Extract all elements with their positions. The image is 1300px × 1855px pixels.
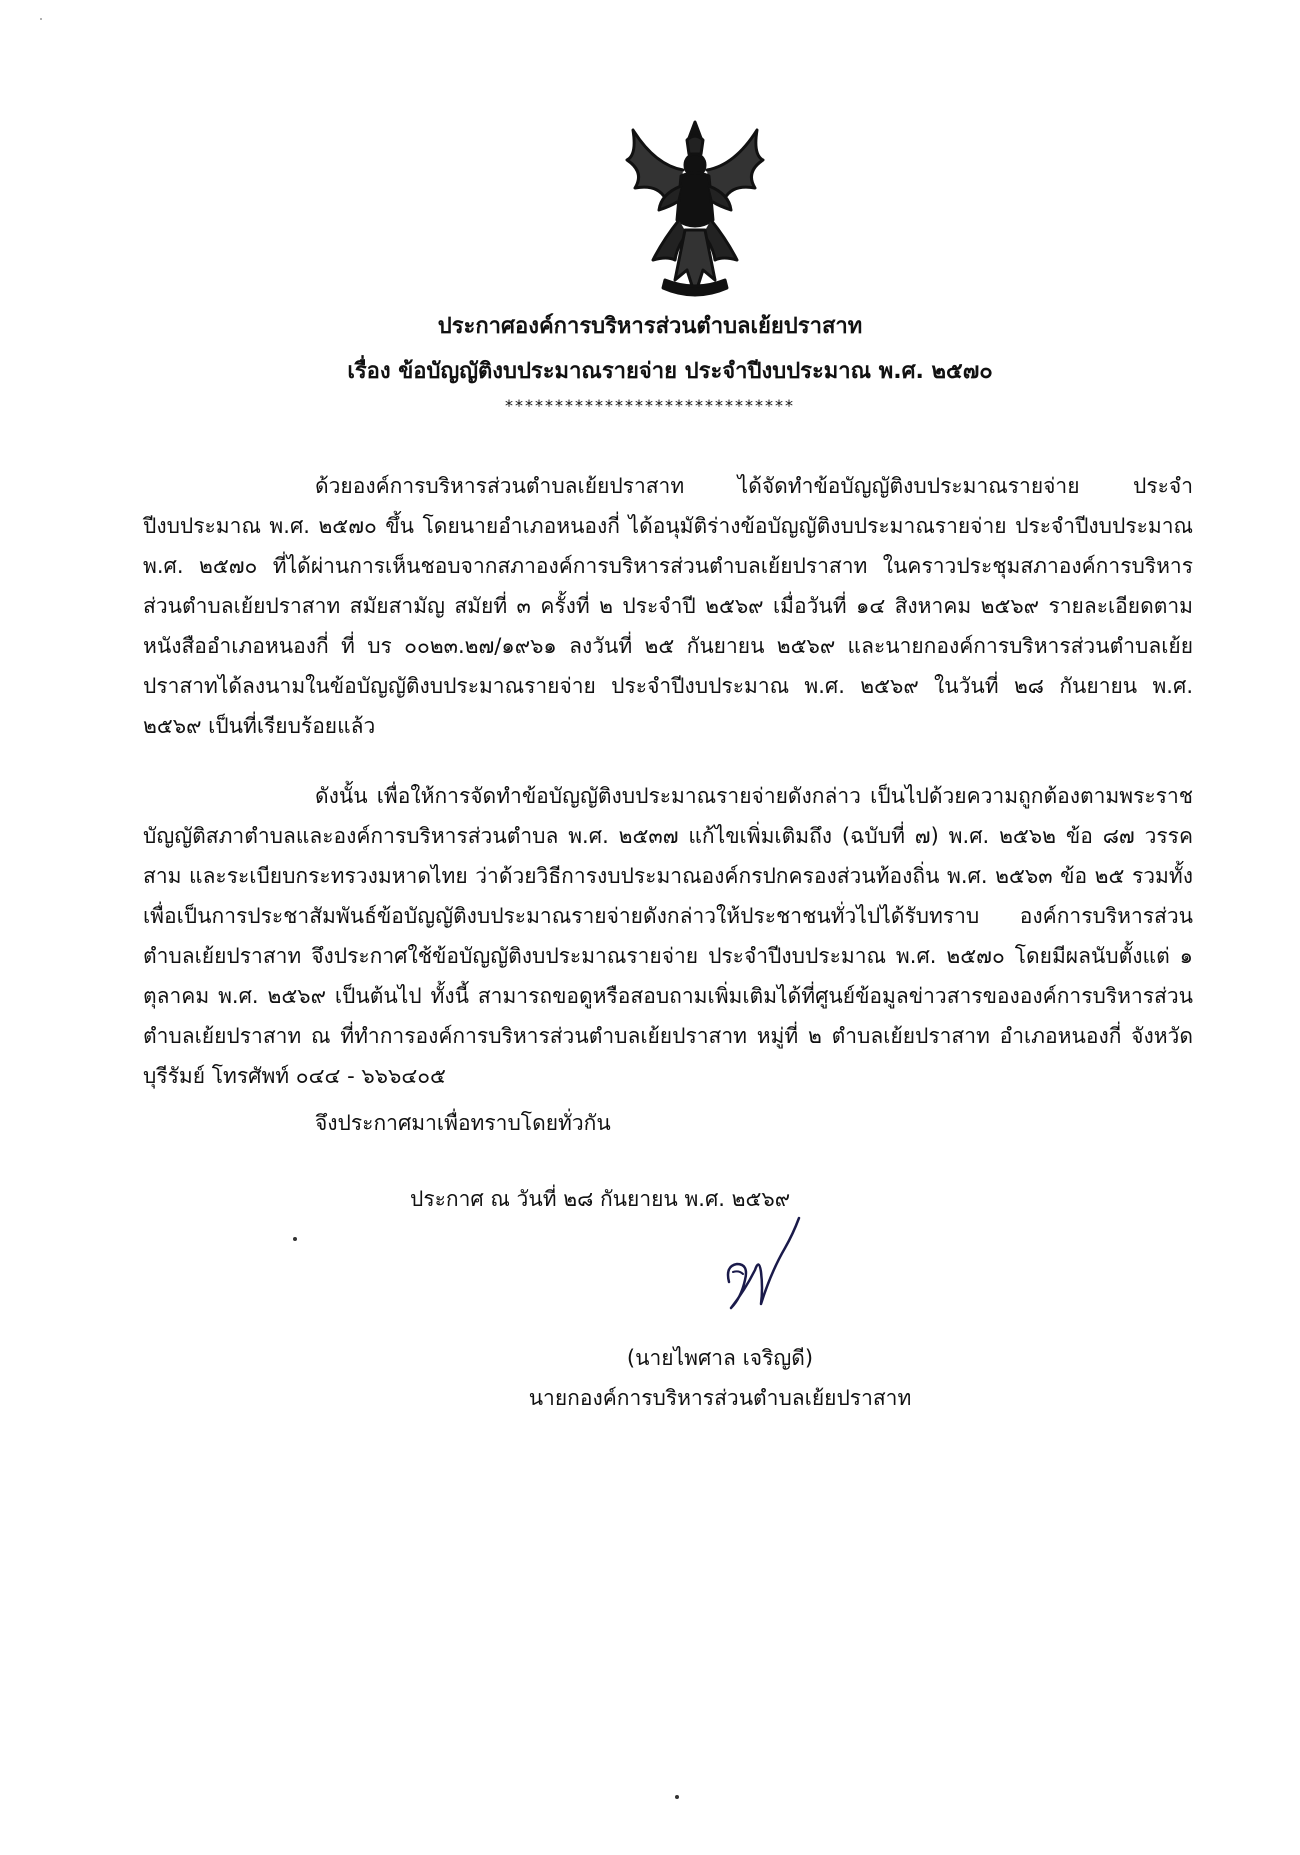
signer-name: (นายไพศาล เจริญดี) [626,1346,814,1370]
closing-statement: จึงประกาศมาเพื่อทราบโดยทั่วกัน [315,1111,611,1135]
announcement-title: ประกาศองค์การบริหารส่วนตำบลเย้ยปราสาท [437,314,863,339]
garuda-emblem-icon [615,110,775,310]
scan-speck [40,18,42,20]
body-paragraph-1: ด้วยองค์การบริหารส่วนตำบลเย้ยปราสาท ได้จัดทำข้อบัญญัติงบประมาณรายจ่าย ประจำปีงบประมาณ พ.ศ. ๒๕๗๐ ขึ้น โดยนายอำเภอหนองกี่ ได้อนุมัติร่างข้อบัญญัติงบประมาณรายจ่าย ประจำปีงบประมาณ พ.ศ. ๒๕๗๐ ที่ได้ผ่านการเห็นชอบจากสภาองค์การบริหารส่วนตำบลเย้ยปราสาท ในคราวประชุมสภาองค์การบริหารส่วนตำบลเย้ยปราสาท สมัยสามัญ สมัยที่ ๓ ครั้งที่ ๒ ประจำปี ๒๕๖๙ เมื่อวันที่ ๑๔ สิงหาคม ๒๕๖๙ รายละเอียดตามหนังสืออำเภอหนองกี่ ที่ บร ๐๐๒๓.๒๗/๑๙๖๑ ลงวันที่ ๒๕ กันยายน ๒๕๖๙ และนายกองค์การบริหารส่วนตำบลเย้ยปราสาทได้ลงนามในข้อบัญญัติงบประมาณรายจ่าย ประจำปีงบประมาณ พ.ศ. ๒๕๖๙ ในวันที่ ๒๘ กันยายน พ.ศ. ๒๕๖๙ เป็นที่เรียบร้อยแล้ว [143,474,1193,738]
signer-position: นายกองค์การบริหารส่วนตำบลเย้ยปราสาท [528,1386,912,1410]
handwritten-signature-icon [715,1212,805,1332]
scan-speck [293,1237,297,1241]
body-paragraph-2: ดังนั้น เพื่อให้การจัดทำข้อบัญญัติงบประมาณรายจ่ายดังกล่าว เป็นไปด้วยความถูกต้องตามพระราชบัญญัติสภาตำบลและองค์การบริหารส่วนตำบล พ.ศ. ๒๕๓๗ แก้ไขเพิ่มเติมถึง (ฉบับที่ ๗) พ.ศ. ๒๕๖๒ ข้อ ๘๗ วรรคสาม และระเบียบกระทรวงมหาดไทย ว่าด้วยวิธีการงบประมาณองค์กรปกครองส่วนท้องถิ่น พ.ศ. ๒๕๖๓ ข้อ ๒๕ รวมทั้งเพื่อเป็นการประชาสัมพันธ์ข้อบัญญัติงบประมาณรายจ่ายดังกล่าวให้ประชาชนทั่วไปได้รับทราบ องค์การบริหารส่วนตำบลเย้ยปราสาท จึงประกาศใช้ข้อบัญญัติงบประมาณรายจ่าย ประจำปีงบประมาณ พ.ศ. ๒๕๗๐ โดยมีผลนับตั้งแต่ ๑ ตุลาคม พ.ศ. ๒๕๖๙ เป็นต้นไป ทั้งนี้ สามารถขอดูหรือสอบถามเพิ่มเติมได้ที่ศูนย์ข้อมูลข่าวสารขององค์การบริหารส่วนตำบลเย้ยปราสาท ณ ที่ทำการองค์การบริหารส่วนตำบลเย้ยปราสาท หมู่ที่ ๒ ตำบลเย้ยปราสาท อำเภอหนองกี่ จังหวัดบุรีรัมย์ โทรศัพท์ ๐๔๔ - ๖๖๖๔๐๕ [143,784,1193,1088]
title-separator: ***************************** [505,396,795,415]
announcement-date: ประกาศ ณ วันที่ ๒๘ กันยายน พ.ศ. ๒๕๖๙ [410,1187,791,1211]
announcement-subject: เรื่อง ข้อบัญญัติงบประมาณรายจ่าย ประจำปีงบประมาณ พ.ศ. ๒๕๗๐ [347,359,993,384]
scan-speck [675,1795,679,1799]
